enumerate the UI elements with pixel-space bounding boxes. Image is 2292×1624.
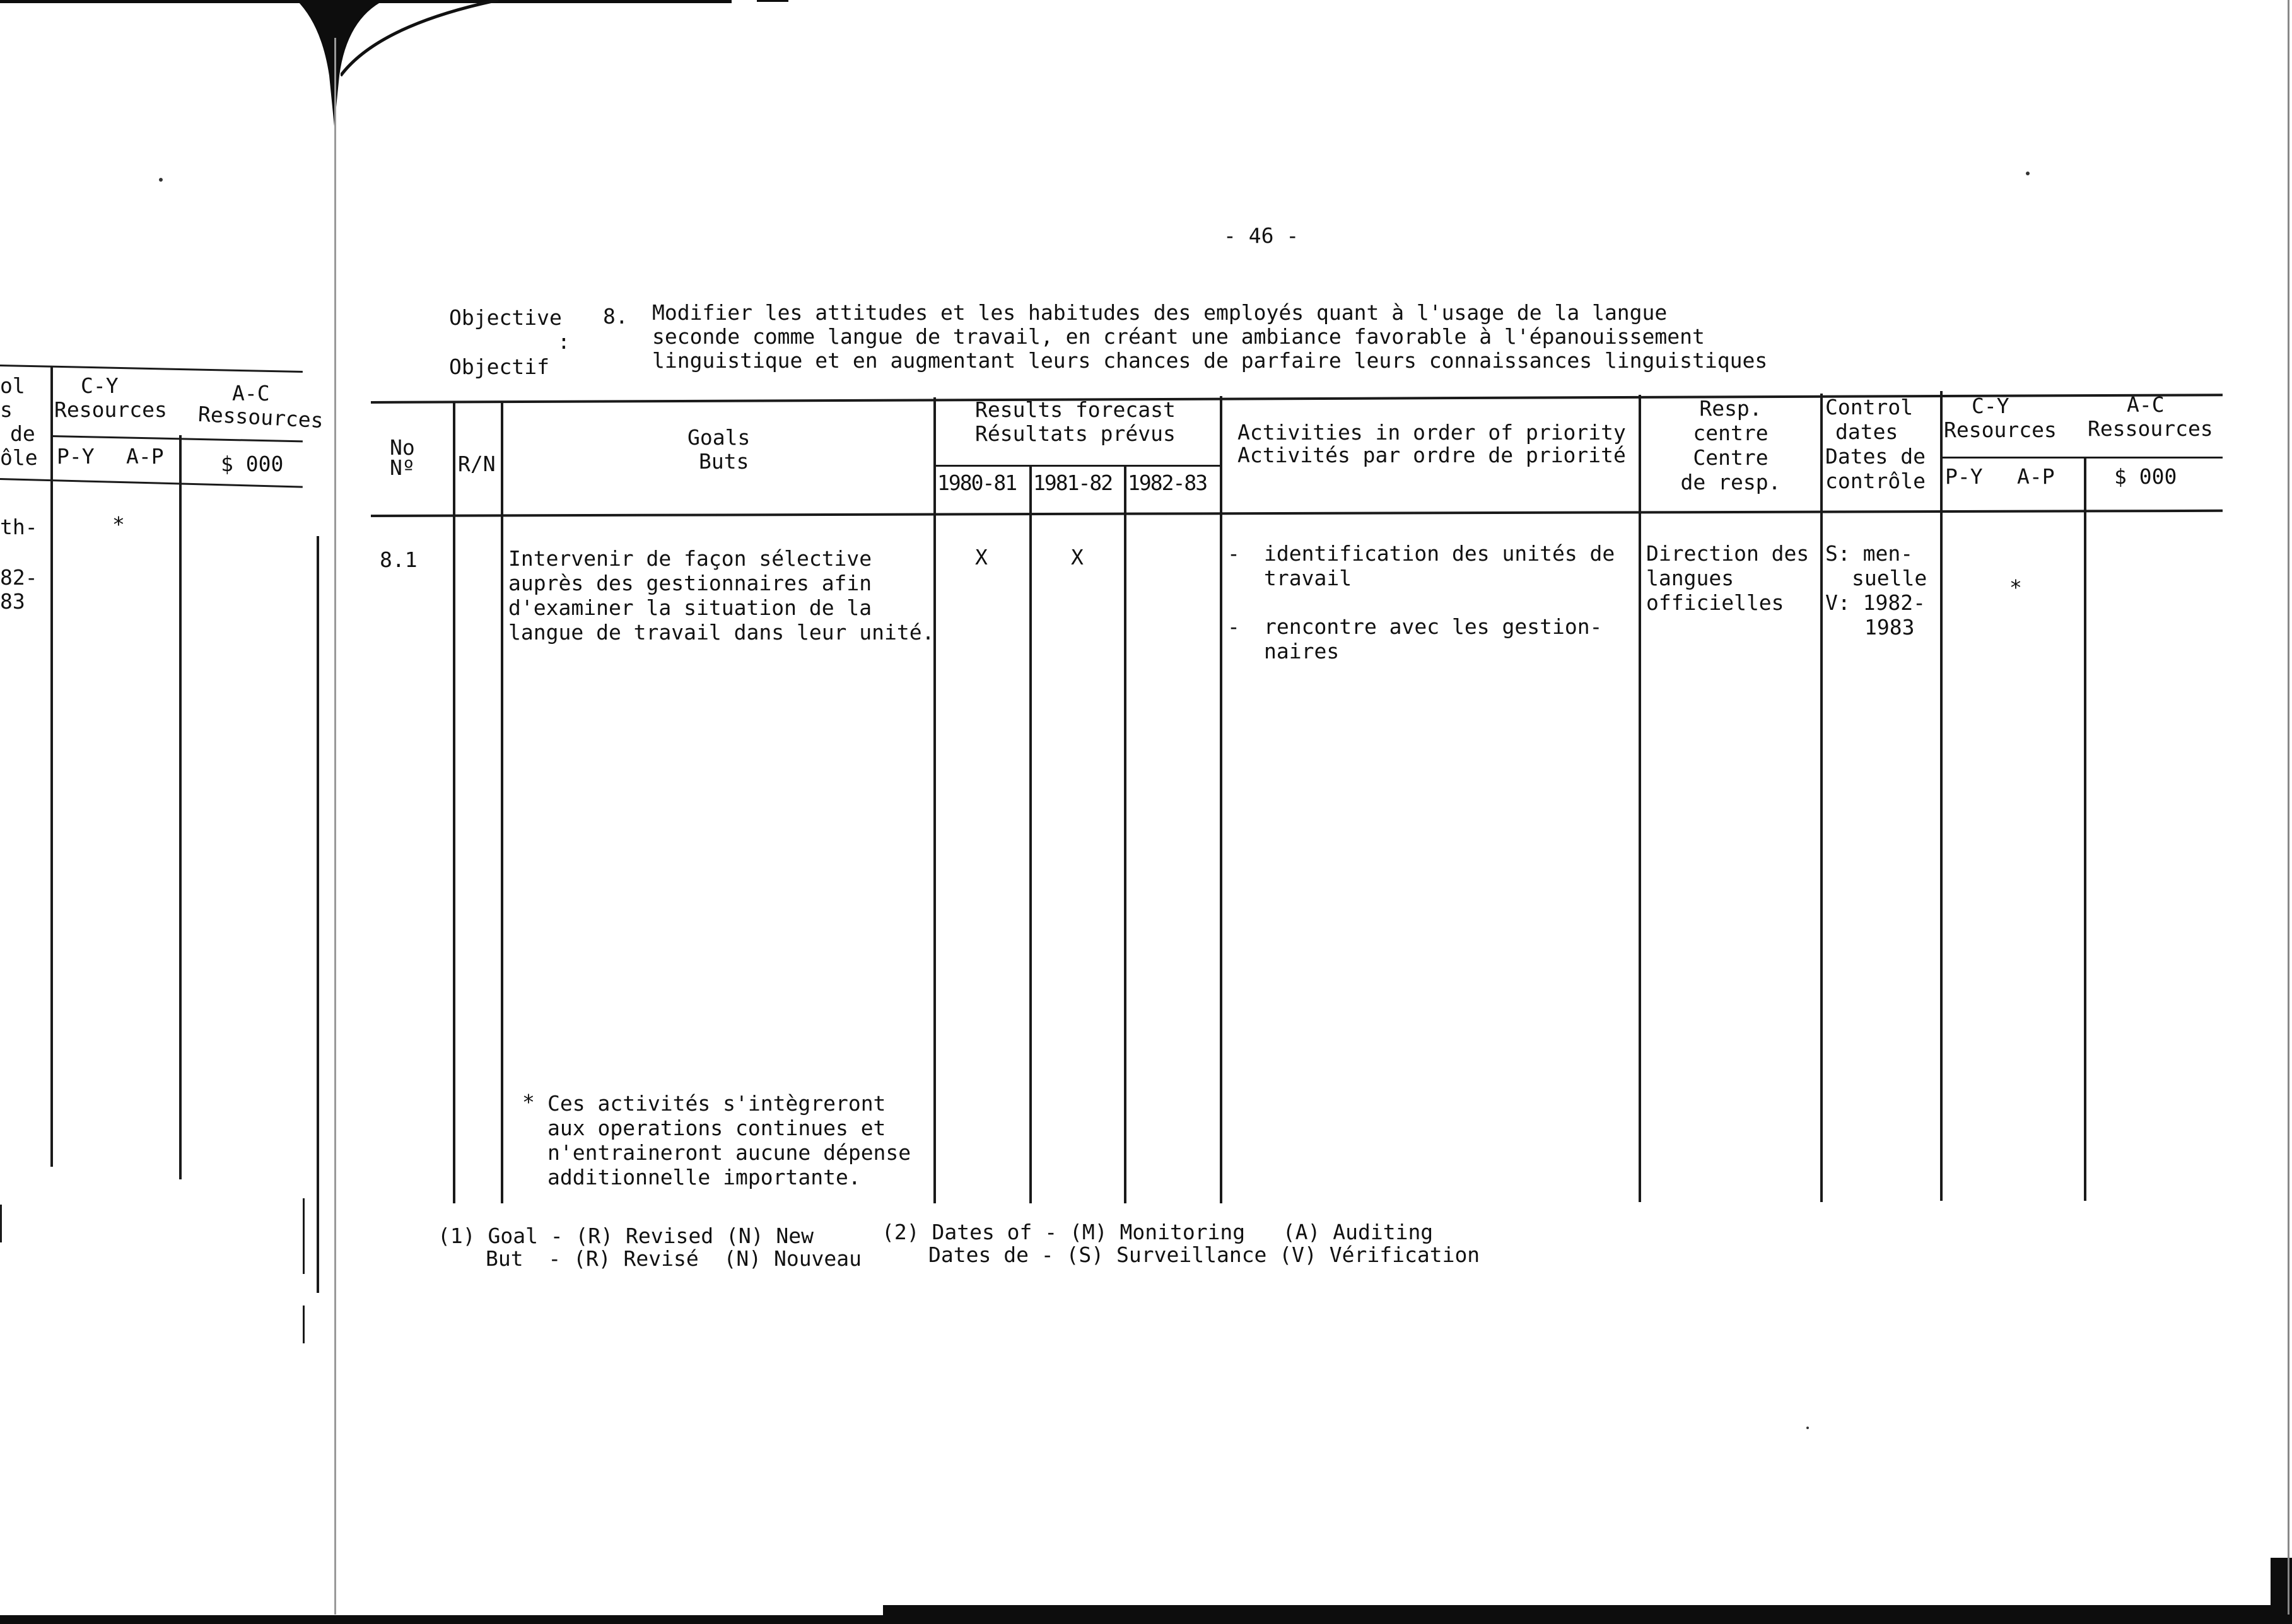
header-no: No: [390, 435, 415, 460]
activity-line: identification des unités de: [1264, 541, 1615, 566]
left-edge-tick: [303, 1306, 305, 1343]
note-text: [547, 1091, 911, 1189]
header-bottom-rule: [371, 510, 2223, 517]
col-line-cy-left: [1940, 391, 1943, 1201]
header-activities: Activities in order of priority: [1237, 420, 1626, 445]
control-line: 1983: [1864, 615, 1915, 640]
activity-line: rencontre avec les gestion-: [1264, 614, 1603, 639]
row-goal: [508, 546, 935, 645]
left-col-line-2: [179, 435, 182, 1179]
objective-label-en: Objective: [449, 305, 562, 330]
speck: [2026, 172, 2030, 175]
col-line-goals-left: [501, 401, 503, 1203]
col-line-rn-left: [453, 401, 455, 1203]
resp-line: Direction des: [1646, 541, 1810, 566]
header-ac: A-C: [2127, 392, 2165, 417]
col-line-1981-left: [1029, 465, 1032, 1203]
col-line-ac-left: [2084, 457, 2086, 1201]
note-line: Ces activités s'intègreront: [547, 1091, 886, 1116]
header-resp-line: Centre: [1693, 445, 1769, 470]
header-ac-ressources: Ressources: [2088, 416, 2213, 441]
row-mark-1980: X: [975, 545, 988, 570]
header-control-line: Control: [1825, 395, 1914, 419]
header-control-dates: [1825, 395, 1926, 493]
activity-2: [1264, 614, 1602, 663]
goal-line: langue de travail dans leur unité.: [508, 620, 935, 645]
header-ap: A-P: [2017, 464, 2055, 489]
left-rule-bottom: [0, 478, 303, 488]
left-rule-mid: [50, 435, 303, 442]
header-dollars: $ 000: [2114, 464, 2177, 489]
resources-subheader-rule: [1941, 457, 2223, 459]
header-resp-centre: [1641, 396, 1820, 494]
left-frag-de: de: [10, 421, 35, 446]
top-edge-shadow-right: [757, 0, 788, 2]
left-star: *: [112, 512, 125, 537]
activity-1-dash: -: [1227, 541, 1240, 566]
header-resp-line: centre: [1693, 421, 1769, 445]
objective-line-1: Modifier les attitudes et les habitudes des employés quant à l'usage de la langue: [652, 300, 1668, 325]
header-cy-resources: Resources: [1944, 418, 2057, 442]
speck: [1806, 1427, 1809, 1429]
left-frag-82: 82-: [0, 565, 38, 590]
legend-dates-line-1: (2) Dates of - (M) Monitoring (A) Auditing: [882, 1220, 1434, 1244]
left-col-line-1: [50, 366, 53, 1167]
note-line: additionnelle importante.: [547, 1165, 861, 1189]
page-curve-right: [341, 0, 505, 88]
left-cy-resources: Resources: [54, 397, 167, 422]
legend-goal-line-1: (1) Goal - (R) Revised (N) New: [438, 1224, 814, 1248]
objective-line-2: seconde comme langue de travail, en créant une ambiance favorable à l'épanouissement: [652, 324, 1705, 349]
left-frag-ole: ôle: [0, 445, 38, 470]
goal-line: auprès des gestionnaires afin: [508, 571, 872, 595]
note-line: n'entraineront aucune dépense: [547, 1140, 911, 1165]
left-dollars: $ 000: [221, 452, 284, 476]
goal-line: d'examiner la situation de la: [508, 595, 872, 620]
note-line: aux operations continues et: [547, 1116, 886, 1140]
bottom-right-shadow: [883, 1605, 2292, 1624]
control-line: S: men-: [1825, 541, 1914, 566]
col-line-1980-left: [933, 397, 936, 1203]
header-cy: C-Y: [1972, 394, 2009, 418]
col-line-activities-left: [1220, 396, 1222, 1203]
speck: [159, 178, 163, 182]
resp-line: officielles: [1646, 590, 1784, 615]
header-results-forecast: Results forecast: [975, 397, 1176, 422]
activity-line: naires: [1264, 639, 1340, 663]
legend-dates-line-2: Dates de - (S) Surveillance (V) Vérification: [928, 1242, 1480, 1267]
header-year-1982: 1982-83: [1128, 470, 1207, 495]
left-py: P-Y: [57, 444, 95, 469]
header-control-line: contrôle: [1825, 469, 1926, 493]
row-mark-1981: X: [1071, 545, 1084, 570]
col-line-control-left: [1820, 394, 1823, 1202]
left-frag-s: s: [0, 397, 13, 422]
row-resp-centre: [1646, 541, 1809, 615]
col-line-1982-left: [1124, 465, 1126, 1203]
header-resultats-prevus: Résultats prévus: [975, 421, 1176, 446]
left-edge-tick: [303, 1198, 305, 1274]
legend-goal-line-2: But - (R) Revisé (N) Nouveau: [486, 1246, 862, 1271]
header-rn: R/N: [458, 452, 496, 476]
control-line: suelle: [1852, 566, 1927, 590]
left-ac-ressources: Ressources: [197, 401, 324, 433]
header-buts: Buts: [699, 449, 749, 474]
left-ap: A-P: [126, 444, 164, 469]
spine-line: [334, 38, 336, 1615]
objective-label-fr: Objectif: [449, 354, 549, 379]
control-line: V: 1982-: [1825, 590, 1926, 615]
table-top-rule: [371, 394, 2223, 404]
header-control-line: Dates de: [1825, 444, 1926, 469]
left-cy-label: C-Y: [81, 373, 119, 398]
goal-line: Intervenir de façon sélective: [508, 546, 872, 571]
row-control-dates: [1825, 541, 1927, 640]
page-number: - 46 -: [1224, 223, 1299, 248]
left-rule-top: [0, 365, 303, 373]
header-activites: Activités par ordre de priorité: [1237, 443, 1626, 467]
results-subheader-rule: [933, 465, 1221, 467]
objective-line-3: linguistique et en augmentant leurs chances de parfaire leurs connaissances linguistiques: [652, 348, 1768, 373]
header-goals: Goals: [687, 425, 751, 450]
header-year-1981: 1981-82: [1033, 470, 1113, 495]
left-ac-label: A-C: [232, 381, 270, 406]
left-col-line-3: [317, 536, 319, 1293]
row-number: 8.1: [380, 547, 418, 572]
activity-1: [1264, 541, 1615, 590]
col-line-resp-left: [1639, 395, 1641, 1202]
header-year-1980: 1980-81: [937, 470, 1017, 495]
header-control-line: dates: [1835, 419, 1898, 444]
objective-number: 8.: [603, 304, 628, 329]
header-no-fr: Nº: [390, 455, 415, 480]
activity-line: travail: [1264, 566, 1352, 590]
left-frag-83: 83: [0, 589, 25, 614]
note-star: *: [522, 1090, 535, 1114]
left-edge-tick: [0, 1205, 2, 1242]
header-py: P-Y: [1945, 464, 1983, 489]
left-frag-ol: ol: [0, 373, 25, 398]
resp-line: langues: [1646, 566, 1734, 590]
right-edge-line: [2288, 0, 2289, 1615]
header-resp-line: Resp.: [1699, 396, 1762, 421]
objective-colon: :: [558, 329, 570, 354]
left-frag-th: th-: [0, 515, 38, 539]
activity-2-dash: -: [1227, 614, 1240, 639]
header-resp-line: de resp.: [1680, 470, 1781, 494]
resource-star: *: [2009, 575, 2022, 600]
